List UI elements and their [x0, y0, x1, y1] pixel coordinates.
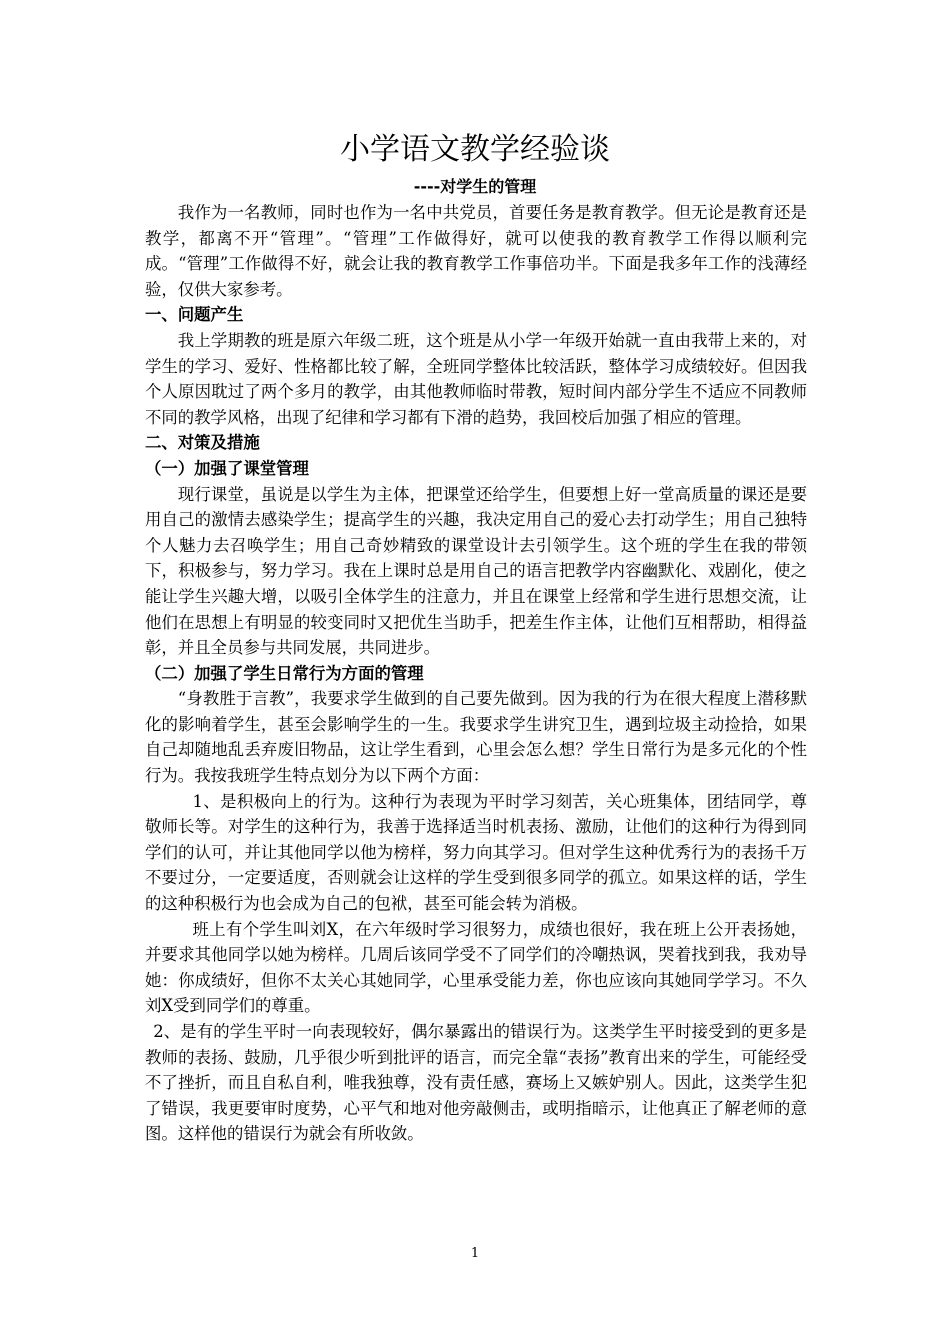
- point-two-paragraph: 2、是有的学生平时一向表现较好，偶尔暴露出的错误行为。这类学生平时接受到的更多是教师的表扬、鼓励，几乎很少听到批评的语言，而完全靠“表扬”教育出来的学生，可能经受不了挫折，而且自私自利，唯我独尊，没有责任感，赛场上又嫉妒别人。因此，这类学生犯了错误，我更要审时度势，心平气和地对他旁敲侧击，或明指暗示，让他真正了解老师的意图。这样他的错误行为就会有所收敛。: [145, 1022, 807, 1144]
- problem-paragraph: 我上学期教的班是原六年级二班，这个班是从小学一年级开始就一直由我带上来的，对学生的学习、爱好、性格都比较了解，全班同学整体比较活跃，整体学习成绩较好。但因我个人原因耽过了两个多月的教学，由其他教师临时带教，短时间内部分学生不适应不同教师不同的教学风格，出现了纪律和学习都有下滑的趋势，我回校后加强了相应的管理。: [145, 330, 807, 427]
- subsection-heading-classroom: （一）加强了课堂管理: [145, 458, 309, 478]
- example-paragraph: 班上有个学生叫刘X，在六年级时学习很努力，成绩也很好，我在班上公开表扬她，并要求其他同学以她为榜样。几周后该同学受不了同学们的冷嘲热讽，哭着找到我，我劝导她：你成绩好，但你不太关心其她同学，心里承受能力差，你也应该向其她同学学习。不久刘X受到同学们的尊重。: [145, 919, 807, 1016]
- classroom-paragraph: 现行课堂，虽说是以学生为主体，把课堂还给学生，但要想上好一堂高质量的课还是要用自己的激情去感染学生；提高学生的兴趣，我决定用自己的爱心去打动学生；用自己独特个人魅力去召唤学生；用自己奇妙精致的课堂设计去引领学生。这个班的学生在我的带领下，积极参与，努力学习。我在上课时总是用自己的语言把教学内容幽默化、戏剧化，使之能让学生兴趣大增，以吸引全体学生的注意力，并且在课堂上经常和学生进行思想交流，让他们在思想上有明显的较变同时又把优生当助手，把差生作主体，让他们互相帮助，相得益彰，并且全员参与共同发展，共同进步。: [145, 484, 807, 658]
- section-heading-measures: 二、对策及措施: [145, 433, 260, 453]
- section-heading-problem: 一、问题产生: [145, 305, 244, 325]
- behavior-paragraph: “身教胜于言教”，我要求学生做到的自己要先做到。因为我的行为在很大程度上潜移默化的影响着学生，甚至会影响学生的一生。我要求学生讲究卫生，遇到垃圾主动捡拾，如果自己却随地乱丢弃废旧物品，这让学生看到，心里会怎么想？学生日常行为是多元化的个性行为。我按我班学生特点划分为以下两个方面：: [145, 689, 807, 786]
- subsection-heading-behavior: （二）加强了学生日常行为方面的管理: [145, 663, 424, 683]
- page-number: 1: [470, 1246, 480, 1261]
- document-body: [145, 200, 807, 1147]
- document-subtitle: ----对学生的管理: [413, 177, 537, 196]
- point-one-paragraph: 1、是积极向上的行为。这种行为表现为平时学习刻苦，关心班集体，团结同学，尊敬师长等。对学生的这种行为，我善于选择适当时机表扬、激励，让他们的这种行为得到同学们的认可，并让其他同学以他为榜样，努力向其学习。但对学生这种优秀行为的表扬千万不要过分，一定要适度，否则就会让这样的学生受到很多同学的孤立。如果这样的话，学生的这种积极行为也会成为自己的包袱，甚至可能会转为消极。: [145, 791, 807, 914]
- intro-paragraph: 我作为一名教师，同时也作为一名中共党员，首要任务是教育教学。但无论是教育还是教学，都离不开“管理”。“管理”工作做得好，就可以使我的教育教学工作得以顺利完成。“管理”工作做得不好，就会让我的教育教学工作事倍功半。下面是我多年工作的浅薄经验，仅供大家参考。: [145, 203, 807, 299]
- document-title: 小学语文教学经验谈: [340, 132, 610, 167]
